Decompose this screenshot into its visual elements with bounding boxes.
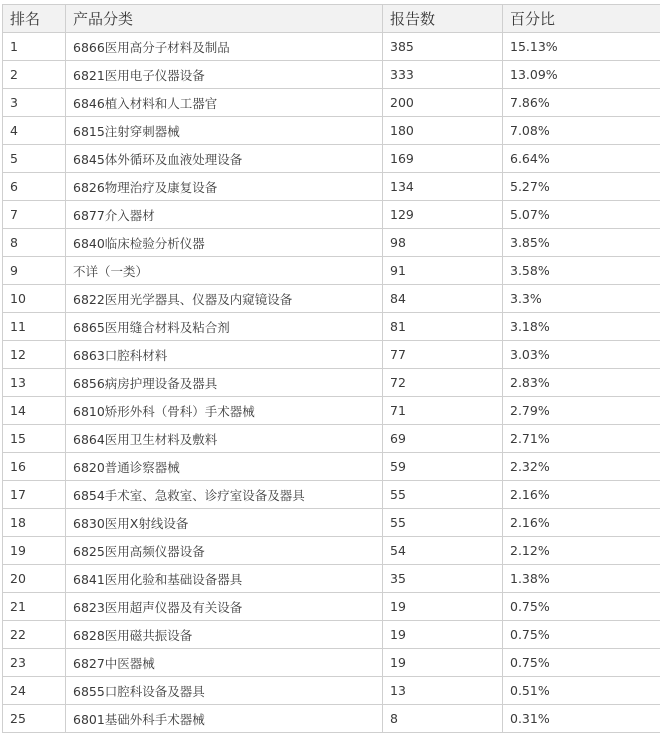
category-cell: 6845体外循环及血液处理设备 <box>66 145 383 173</box>
count-cell: 54 <box>383 537 503 565</box>
table-row <box>3 565 660 593</box>
table-row <box>3 537 660 565</box>
table-header <box>3 5 660 33</box>
percent-cell: 2.79% <box>503 397 660 425</box>
percent-cell: 15.13% <box>503 33 660 61</box>
rank-cell: 2 <box>3 61 66 89</box>
category-cell: 6855口腔科设备及器具 <box>66 677 383 705</box>
table-row <box>3 257 660 285</box>
count-cell: 169 <box>383 145 503 173</box>
category-cell: 6846植入材料和人工器官 <box>66 89 383 117</box>
category-cell: 6822医用光学器具、仪器及内窥镜设备 <box>66 285 383 313</box>
rank-cell: 3 <box>3 89 66 117</box>
percent-cell: 0.75% <box>503 649 660 677</box>
rank-cell: 25 <box>3 705 66 733</box>
percent-cell: 2.32% <box>503 453 660 481</box>
rank-cell: 24 <box>3 677 66 705</box>
rank-cell: 14 <box>3 397 66 425</box>
count-cell: 13 <box>383 677 503 705</box>
percent-cell: 5.07% <box>503 201 660 229</box>
percent-cell: 0.75% <box>503 593 660 621</box>
percent-cell: 7.08% <box>503 117 660 145</box>
category-cell: 6827中医器械 <box>66 649 383 677</box>
count-cell: 200 <box>383 89 503 117</box>
table-row <box>3 33 660 61</box>
count-cell: 71 <box>383 397 503 425</box>
category-cell: 6810矫形外科（骨科）手术器械 <box>66 397 383 425</box>
category-cell: 6820普通诊察器械 <box>66 453 383 481</box>
percent-cell: 0.75% <box>503 621 660 649</box>
count-cell: 55 <box>383 481 503 509</box>
percent-cell: 2.16% <box>503 509 660 537</box>
count-cell: 81 <box>383 313 503 341</box>
count-cell: 180 <box>383 117 503 145</box>
table-row <box>3 397 660 425</box>
percent-cell: 2.71% <box>503 425 660 453</box>
rank-cell: 13 <box>3 369 66 397</box>
percent-cell: 2.83% <box>503 369 660 397</box>
count-cell: 69 <box>383 425 503 453</box>
header-rank: 排名 <box>3 5 66 33</box>
table-row <box>3 481 660 509</box>
percent-cell: 3.03% <box>503 341 660 369</box>
category-cell: 6823医用超声仪器及有关设备 <box>66 593 383 621</box>
rank-cell: 20 <box>3 565 66 593</box>
table-row <box>3 61 660 89</box>
category-cell: 6821医用电子仪器设备 <box>66 61 383 89</box>
rank-cell: 19 <box>3 537 66 565</box>
table-row <box>3 341 660 369</box>
table-row <box>3 425 660 453</box>
category-cell: 6865医用缝合材料及粘合剂 <box>66 313 383 341</box>
category-cell: 6840临床检验分析仪器 <box>66 229 383 257</box>
rank-cell: 16 <box>3 453 66 481</box>
percent-cell: 3.58% <box>503 257 660 285</box>
count-cell: 19 <box>383 593 503 621</box>
rank-cell: 11 <box>3 313 66 341</box>
table-row <box>3 677 660 705</box>
header-row <box>3 5 660 33</box>
table-row <box>3 621 660 649</box>
rank-cell: 1 <box>3 33 66 61</box>
table-body <box>3 33 660 733</box>
table-row <box>3 313 660 341</box>
table-row <box>3 593 660 621</box>
percent-cell: 3.3% <box>503 285 660 313</box>
count-cell: 134 <box>383 173 503 201</box>
table-row <box>3 145 660 173</box>
header-category: 产品分类 <box>66 5 383 33</box>
rank-cell: 17 <box>3 481 66 509</box>
rank-cell: 5 <box>3 145 66 173</box>
category-cell: 6826物理治疗及康复设备 <box>66 173 383 201</box>
table-row <box>3 509 660 537</box>
count-cell: 385 <box>383 33 503 61</box>
category-cell: 6877介入器材 <box>66 201 383 229</box>
header-count: 报告数 <box>383 5 503 33</box>
count-cell: 333 <box>383 61 503 89</box>
table-row <box>3 117 660 145</box>
category-cell: 6828医用磁共振设备 <box>66 621 383 649</box>
rank-cell: 4 <box>3 117 66 145</box>
rank-cell: 10 <box>3 285 66 313</box>
ranking-table <box>2 4 660 733</box>
category-cell: 6801基础外科手术器械 <box>66 705 383 733</box>
table-row <box>3 649 660 677</box>
rank-cell: 12 <box>3 341 66 369</box>
count-cell: 84 <box>383 285 503 313</box>
table-row <box>3 229 660 257</box>
count-cell: 91 <box>383 257 503 285</box>
percent-cell: 0.31% <box>503 705 660 733</box>
header-percent: 百分比 <box>503 5 660 33</box>
table-row <box>3 173 660 201</box>
percent-cell: 13.09% <box>503 61 660 89</box>
table-row <box>3 89 660 117</box>
count-cell: 19 <box>383 621 503 649</box>
rank-cell: 8 <box>3 229 66 257</box>
category-cell: 6866医用高分子材料及制品 <box>66 33 383 61</box>
table-row <box>3 369 660 397</box>
percent-cell: 0.51% <box>503 677 660 705</box>
rank-cell: 6 <box>3 173 66 201</box>
category-cell: 6856病房护理设备及器具 <box>66 369 383 397</box>
table-row <box>3 453 660 481</box>
rank-cell: 15 <box>3 425 66 453</box>
percent-cell: 2.12% <box>503 537 660 565</box>
percent-cell: 1.38% <box>503 565 660 593</box>
count-cell: 19 <box>383 649 503 677</box>
rank-cell: 9 <box>3 257 66 285</box>
rank-cell: 23 <box>3 649 66 677</box>
count-cell: 8 <box>383 705 503 733</box>
category-cell: 6830医用X射线设备 <box>66 509 383 537</box>
table-row <box>3 201 660 229</box>
percent-cell: 3.85% <box>503 229 660 257</box>
table-row <box>3 285 660 313</box>
category-cell: 6841医用化验和基础设备器具 <box>66 565 383 593</box>
table-row <box>3 705 660 733</box>
rank-cell: 7 <box>3 201 66 229</box>
category-cell: 6854手术室、急救室、诊疗室设备及器具 <box>66 481 383 509</box>
category-cell: 不详（一类） <box>66 257 383 285</box>
count-cell: 72 <box>383 369 503 397</box>
category-cell: 6815注射穿刺器械 <box>66 117 383 145</box>
percent-cell: 3.18% <box>503 313 660 341</box>
percent-cell: 5.27% <box>503 173 660 201</box>
count-cell: 98 <box>383 229 503 257</box>
count-cell: 35 <box>383 565 503 593</box>
rank-cell: 18 <box>3 509 66 537</box>
percent-cell: 7.86% <box>503 89 660 117</box>
rank-cell: 22 <box>3 621 66 649</box>
rank-cell: 21 <box>3 593 66 621</box>
count-cell: 55 <box>383 509 503 537</box>
percent-cell: 6.64% <box>503 145 660 173</box>
count-cell: 59 <box>383 453 503 481</box>
category-cell: 6825医用高频仪器设备 <box>66 537 383 565</box>
percent-cell: 2.16% <box>503 481 660 509</box>
category-cell: 6864医用卫生材料及敷料 <box>66 425 383 453</box>
count-cell: 77 <box>383 341 503 369</box>
count-cell: 129 <box>383 201 503 229</box>
category-cell: 6863口腔科材料 <box>66 341 383 369</box>
